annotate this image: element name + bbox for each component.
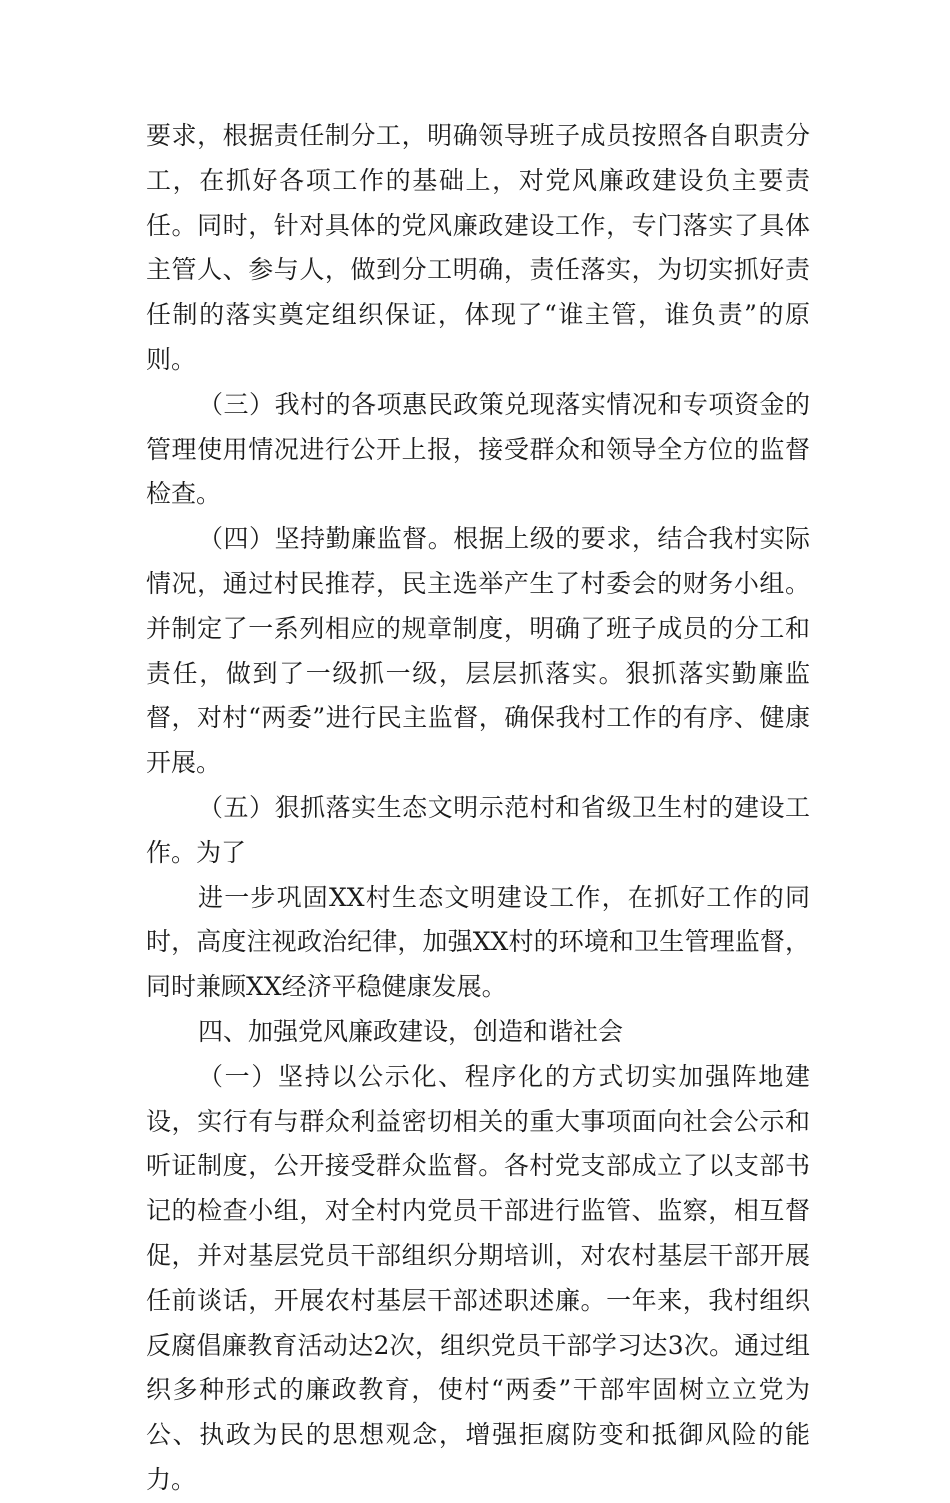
paragraph-section-three: （三）我村的各项惠民政策兑现落实情况和专项资金的管理使用情况进行公开上报，接受群众和领导全方位的监督检查。 xyxy=(146,389,810,509)
paragraph-responsibility-continued: 要求，根据责任制分工，明确领导班子成员按照各自职责分工，在抓好各项工作的基础上，对党风廉政建设负主要责任。同时，针对具体的党风廉政建设工作，专门落实了具体主管人、参与人，做到分工明确，责任落实，为切实抓好责任制的落实奠定组织保证，体现了“谁主管，谁负责”的原则。 xyxy=(146,121,810,374)
paragraph-section-five: （五）狠抓落实生态文明示范村和省级卫生村的建设工作。为了 xyxy=(146,792,810,867)
section-heading-four: 四、加强党风廉政建设，创造和谐社会 xyxy=(198,1016,624,1046)
document-body xyxy=(146,114,810,1503)
paragraph-ecology-continued: 进一步巩固XX村生态文明建设工作，在抓好工作的同时，高度注视政治纪律，加强XX村的环境和卫生管理监督，同时兼顾XX经济平稳健康发展。 xyxy=(146,882,810,1002)
paragraph-subsection-one: （一）坚持以公示化、程序化的方式切实加强阵地建设，实行有与群众利益密切相关的重大事项面向社会公示和听证制度，公开接受群众监督。各村党支部成立了以支部书记的检查小组，对全村内党员干部进行监管、监察，相互督促，并对基层党员干部组织分期培训，对农村基层干部开展任前谈话，开展农村基层干部述职述廉。一年来，我村组织反腐倡廉教育活动达2次，组织党员干部学习达3次。通过组织多种形式的廉政教育，使村“两委”干部牢固树立立党为公、执政为民的思想观念，增强拒腐防变和抵御风险的能力。 xyxy=(146,1061,810,1494)
paragraph-section-four: （四）坚持勤廉监督。根据上级的要求，结合我村实际情况，通过村民推荐，民主选举产生了村委会的财务小组。并制定了一系列相应的规章制度，明确了班子成员的分工和责任，做到了一级抓一级，层层抓落实。狠抓落实勤廉监督，对村“两委”进行民主监督，确保我村工作的有序、健康开展。 xyxy=(146,524,810,778)
